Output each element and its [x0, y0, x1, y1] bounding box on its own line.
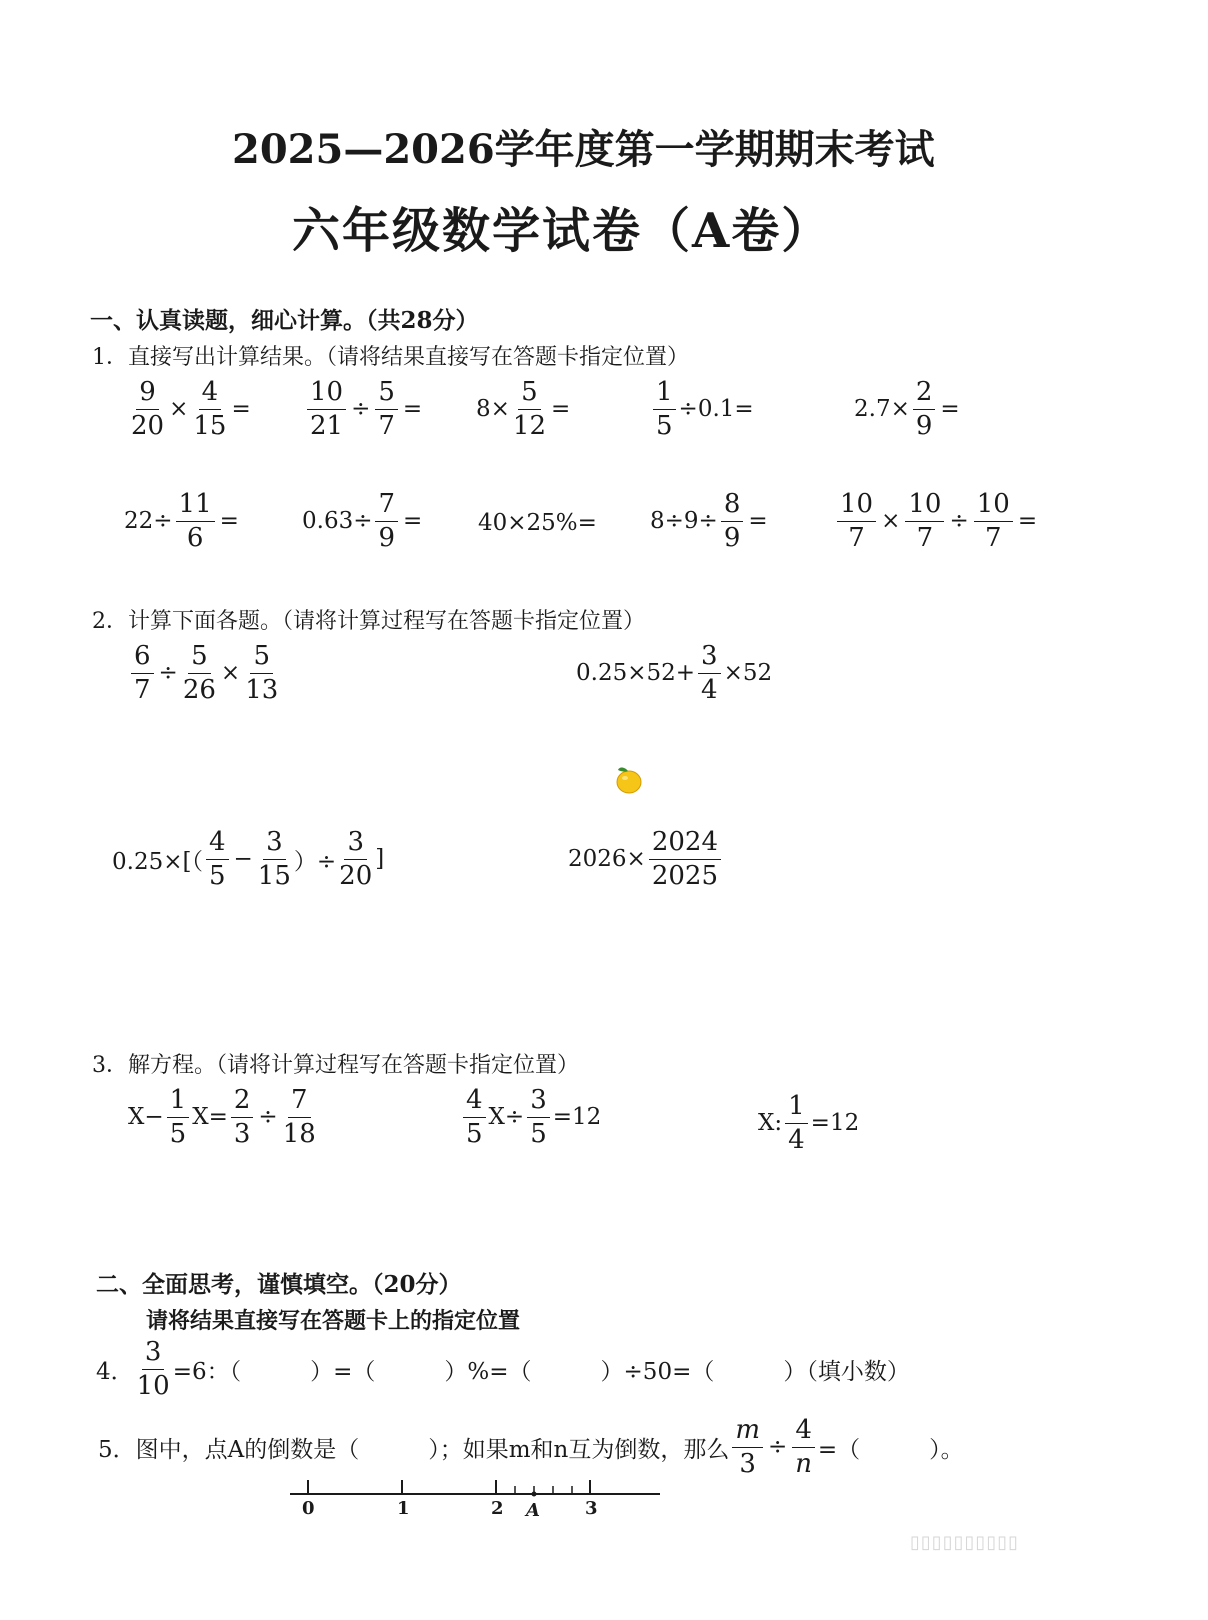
equation-item: X: $\frac{1}{4}$ =12 — [758, 1091, 860, 1155]
calc-item: 2.7× $\frac{2}{9}$ = — [854, 377, 960, 441]
number-line-label: 3 — [585, 1498, 598, 1519]
number-line — [280, 1470, 680, 1510]
question-3-label: 3．解方程。（请将计算过程写在答题卡指定位置） — [92, 1053, 579, 1078]
paper-subtitle: 六年级数学试卷（A卷） — [292, 203, 832, 259]
calc-item: $\frac{10}{21}$ ÷ $\frac{5}{7}$ = — [304, 378, 424, 440]
calc-item: 0.63÷ $\frac{7}{9}$ = — [302, 489, 423, 553]
calc-item: $\frac{9}{20}$ × $\frac{4}{15}$ = — [131, 377, 251, 441]
lemon-icon — [614, 764, 644, 800]
calc-item: $\frac{10}{7}$ × $\frac{10}{7}$ ÷ $\frac{10}{7}$ = — [834, 490, 1039, 552]
calc-item: $\frac{6}{7}$ ÷ $\frac{5}{26}$ × $\frac{5}{13}$ — [128, 642, 281, 704]
equation-item: $\frac{4}{5}$ X÷ $\frac{3}{5}$ =12 — [460, 1086, 601, 1148]
question-1-label: 1．直接写出计算结果。（请将结果直接写在答题卡指定位置） — [92, 345, 689, 370]
calc-item: 22÷ $\frac{11}{6}$ = — [124, 489, 239, 553]
calc-item: 0.25×[（ $\frac{4}{5}$ − $\frac{3}{15}$ ）÷ $\frac{3}{20}$ ] — [112, 827, 385, 891]
calc-item: $\frac{1}{5}$ ÷0.1= — [650, 378, 754, 440]
calc-item: 40×25%= — [478, 510, 597, 536]
number-line-label: A — [526, 1500, 540, 1521]
section-1-title: 一、认真读题，细心计算。（共28分） — [90, 307, 479, 334]
equation-item: X− $\frac{1}{5}$ X= $\frac{2}{3}$ ÷ $\frac{7}{18}$ — [128, 1085, 316, 1149]
number-line-label: 0 — [302, 1498, 315, 1519]
watermark: ▯▯▯▯▯▯▯▯▯▯ — [910, 1532, 1020, 1553]
number-line-label: 2 — [491, 1498, 504, 1519]
calc-item: 8÷9÷ $\frac{8}{9}$ = — [650, 489, 768, 553]
exam-title: 2025—2026学年度第一学期期末考试 — [232, 126, 935, 173]
section-2-title: 二、全面思考，谨慎填空。（20分） — [96, 1271, 462, 1298]
calc-item: 0.25×52+ $\frac{3}{4}$ ×52 — [576, 641, 773, 705]
number-line-label: 1 — [397, 1498, 410, 1519]
section-2-note: 请将结果直接写在答题卡上的指定位置 — [146, 1308, 521, 1334]
calc-item: 8× $\frac{5}{12}$ = — [476, 377, 571, 441]
question-4: 4． $\frac{3}{10}$ =6：（ ）=（ ）%=（ ）÷50=（ ）（填小数） — [96, 1337, 910, 1401]
calc-item: 2026× $\frac{2024}{2025}$ — [568, 828, 724, 890]
question-5: 5．图中，点A的倒数是（ ）；如果m和n互为倒数，那么 $\frac{m}{3}$ ÷ $\frac{4}{n}$ =（ ）。 — [98, 1415, 964, 1479]
question-2-label: 2．计算下面各题。（请将计算过程写在答题卡指定位置） — [92, 609, 645, 634]
